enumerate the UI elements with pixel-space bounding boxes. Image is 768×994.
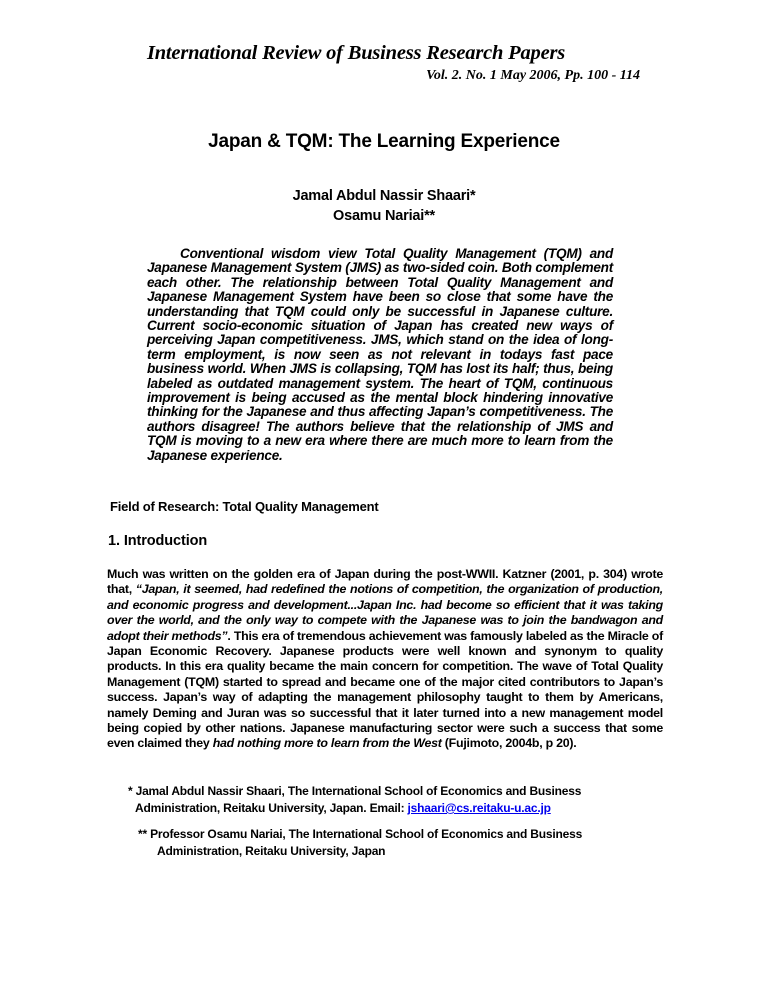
intro-text-2: . This era of tremendous achievement was famously labeled as the Miracle of Japan Economic Recovery. Japanese products were well known and synonym to quality products. In this era quality became the main concern for competition. The wave of Total Quality Management (TQM) started to spread and became one of the major cited contributors to Japan’s success. Japan’s way of adapting the management philosophy taught to them by Americans, namely Deming and Juran was so successful that it later turned into a new management model being copied by other nations. Japanese manufacturing sector were such a success that some even claimed they [107, 628, 663, 751]
journal-issue-info: Vol. 2. No. 1 May 2006, Pp. 100 - 114 [426, 68, 640, 83]
footnote-1-affiliation: Administration, Reitaku University, Japan. Email: [135, 801, 408, 815]
footnote-2-line-1: ** Professor Osamu Nariai, The International School of Economics and Business [138, 827, 583, 841]
footnote-author-2 [138, 826, 700, 860]
introduction-section [107, 567, 663, 752]
article-title: Japan & TQM: The Learning Experience [208, 131, 560, 152]
journal-header [0, 42, 768, 84]
author-1: Jamal Abdul Nassir Shaari* [292, 188, 476, 204]
section-heading-introduction: 1. Introduction [108, 533, 208, 549]
field-of-research: Field of Research: Total Quality Management [110, 499, 379, 514]
journal-title: International Review of Business Research Papers [146, 42, 566, 64]
footnote-author-1 [128, 783, 700, 817]
author-2: Osamu Nariai** [333, 208, 435, 224]
introduction-paragraph [107, 567, 663, 752]
email-link[interactable]: jshaari@cs.reitaku-u.ac.jp [407, 801, 551, 815]
footnotes [0, 783, 700, 860]
author-block [0, 186, 768, 226]
abstract-section [147, 247, 613, 463]
intro-quote-katzner: “Japan, it seemed, had redefined the notions of competition, the organization of production, and economic progress and development...Japan Inc. had become so efficient that it was taking over the world, and the only way to compete with the Japanese was to join the bandwagon and adopt their methods” [107, 582, 663, 643]
footnote-1-line-1: * Jamal Abdul Nassir Shaari, The International School of Economics and Business [128, 784, 582, 798]
intro-text-3: (Fujimoto, 2004b, p 20). [441, 736, 577, 751]
intro-text-1: Much was written on the golden era of Japan during the post-WWII. Katzner (2001, p. 304) wrote that, [107, 567, 663, 597]
intro-quote-fujimoto: had nothing more to learn from the West [212, 736, 442, 751]
footnote-1-line-2 [135, 800, 700, 817]
abstract-text: Conventional wisdom view Total Quality Management (TQM) and Japanese Management System (JMS) as two-sided coin. Both complement each other. The relationship between Total Quality Management and Japanese Management System have been so close that some have the understanding that TQM could only be successful in Japanese culture. Current socio-economic situation of Japan has created new ways of perceiving Japan competitiveness. JMS, which stand on the idea of long-term employment, is now seen as not relevant in todays fast pace business world. When JMS is collapsing, TQM has lost its half; thus, being labeled as outdated management system. The heart of TQM, continuous improvement is being accused as the mental block hindering innovative thinking for the Japanese and thus affecting Japan’s competitiveness. The authors disagree! The authors believe that the relationship of JMS and TQM is moving to a new era where there are much more to learn from the Japanese experience. [147, 246, 613, 463]
footnote-2-line-2: Administration, Reitaku University, Japan [157, 844, 386, 858]
